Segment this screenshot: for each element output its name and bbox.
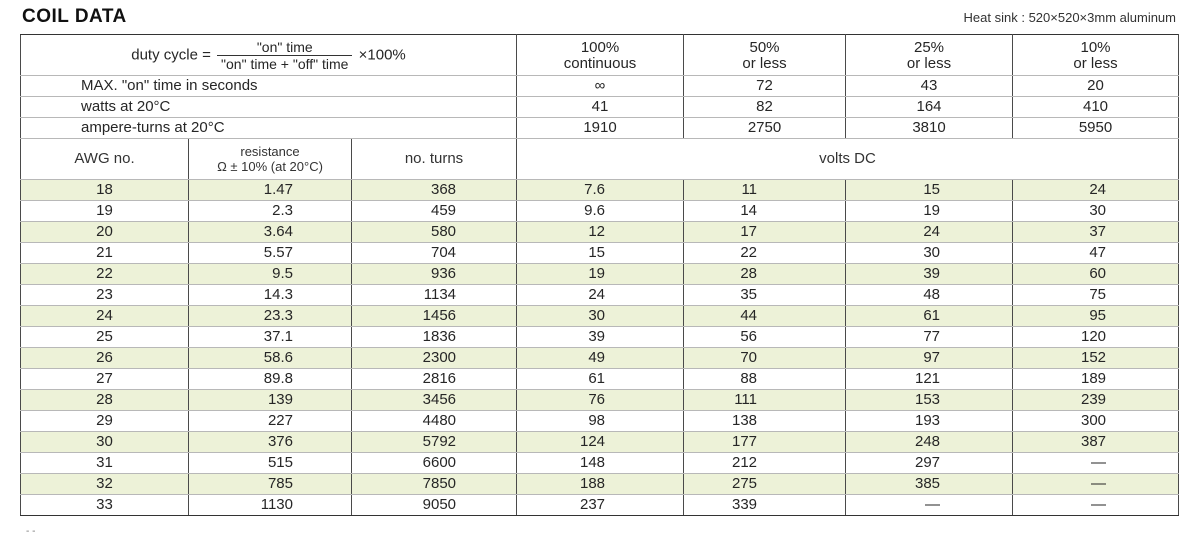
turns-cell: 6600 — [352, 453, 517, 474]
resistance-cell: 139 — [189, 390, 352, 411]
summary-value: 43 — [846, 76, 1013, 97]
table-row — [21, 327, 1179, 348]
duty-cycle-row — [21, 35, 1179, 76]
table-row — [21, 264, 1179, 285]
volts-cell: 61 — [517, 369, 684, 390]
volts-cell: 385 — [846, 474, 1013, 495]
summary-row — [21, 118, 1179, 139]
volts-cell: 9.6 — [517, 201, 684, 222]
volts-cell: 387 — [1013, 432, 1179, 453]
turns-cell: 2816 — [352, 369, 517, 390]
volts-cell: 239 — [1013, 390, 1179, 411]
volts-cell: 22 — [684, 243, 846, 264]
volts-cell: 120 — [1013, 327, 1179, 348]
table-row — [21, 474, 1179, 495]
resistance-cell: 9.5 — [189, 264, 352, 285]
awg-cell: 26 — [21, 348, 189, 369]
volts-cell: 19 — [517, 264, 684, 285]
duty-numerator: "on" time — [217, 39, 352, 56]
summary-value: 72 — [684, 76, 846, 97]
volts-cell: 61 — [846, 306, 1013, 327]
table-row — [21, 285, 1179, 306]
resistance-cell: 515 — [189, 453, 352, 474]
turns-cell: 936 — [352, 264, 517, 285]
coil-data-table — [20, 34, 1179, 516]
summary-label: watts at 20°C — [21, 97, 517, 118]
duty-col-50 — [684, 35, 846, 76]
resistance-cell: 1130 — [189, 495, 352, 516]
summary-value: 20 — [1013, 76, 1179, 97]
awg-cell: 22 — [21, 264, 189, 285]
resistance-cell: 3.64 — [189, 222, 352, 243]
volts-cell: 121 — [846, 369, 1013, 390]
duty-cycle-label: duty cycle = — [131, 45, 211, 63]
volts-cell: 14 — [684, 201, 846, 222]
duty-sub: continuous — [563, 55, 637, 72]
awg-cell: 24 — [21, 306, 189, 327]
summary-value: 2750 — [684, 118, 846, 139]
volts-cell: 76 — [517, 390, 684, 411]
summary-label: ampere-turns at 20°C — [21, 118, 517, 139]
awg-cell: 23 — [21, 285, 189, 306]
volts-header: volts DC — [517, 139, 1179, 180]
duty-col-10 — [1013, 35, 1179, 76]
volts-cell: 24 — [846, 222, 1013, 243]
volts-cell: 148 — [517, 453, 684, 474]
volts-cell: 88 — [684, 369, 846, 390]
volts-cell: 193 — [846, 411, 1013, 432]
page-edge-mark: - - — [26, 526, 36, 537]
turns-cell: 704 — [352, 243, 517, 264]
volts-cell: 56 — [684, 327, 846, 348]
volts-cell: 188 — [517, 474, 684, 495]
table-row — [21, 495, 1179, 516]
volts-cell: 77 — [846, 327, 1013, 348]
volts-cell: 300 — [1013, 411, 1179, 432]
awg-cell: 32 — [21, 474, 189, 495]
resistance-cell: 785 — [189, 474, 352, 495]
table-row — [21, 222, 1179, 243]
turns-cell: 1456 — [352, 306, 517, 327]
turns-cell: 3456 — [352, 390, 517, 411]
volts-cell: 97 — [846, 348, 1013, 369]
volts-cell: 35 — [684, 285, 846, 306]
volts-cell: 19 — [846, 201, 1013, 222]
volts-cell: 39 — [517, 327, 684, 348]
table-row — [21, 243, 1179, 264]
volts-cell: 189 — [1013, 369, 1179, 390]
duty-pct: 25% — [914, 39, 945, 56]
turns-cell: 1134 — [352, 285, 517, 306]
resistance-cell: 1.47 — [189, 180, 352, 201]
summary-value: 164 — [846, 97, 1013, 118]
volts-cell: 275 — [684, 474, 846, 495]
volts-cell: 47 — [1013, 243, 1179, 264]
resistance-cell: 376 — [189, 432, 352, 453]
volts-cell: 95 — [1013, 306, 1179, 327]
volts-cell: 98 — [517, 411, 684, 432]
table-row — [21, 411, 1179, 432]
volts-cell: 152 — [1013, 348, 1179, 369]
table-row — [21, 306, 1179, 327]
volts-cell: 339 — [684, 495, 846, 516]
table-row — [21, 369, 1179, 390]
duty-col-25 — [846, 35, 1013, 76]
duty-cycle-formula — [21, 35, 517, 76]
duty-sub: or less — [742, 55, 787, 72]
resistance-cell: 89.8 — [189, 369, 352, 390]
awg-cell: 27 — [21, 369, 189, 390]
volts-cell: 237 — [517, 495, 684, 516]
table-row — [21, 180, 1179, 201]
volts-cell: 12 — [517, 222, 684, 243]
volts-cell: 49 — [517, 348, 684, 369]
turns-cell: 5792 — [352, 432, 517, 453]
duty-sub: or less — [1073, 55, 1118, 72]
volts-cell: 44 — [684, 306, 846, 327]
awg-cell: 31 — [21, 453, 189, 474]
resistance-cell: 23.3 — [189, 306, 352, 327]
turns-cell: 9050 — [352, 495, 517, 516]
turns-cell: 4480 — [352, 411, 517, 432]
summary-value: 82 — [684, 97, 846, 118]
summary-label: MAX. "on" time in seconds — [21, 76, 517, 97]
awg-cell: 30 — [21, 432, 189, 453]
duty-pct: 10% — [1080, 39, 1111, 56]
table-row — [21, 348, 1179, 369]
resistance-header-line2: Ω ± 10% (at 20°C) — [217, 159, 323, 174]
duty-col-100 — [517, 35, 684, 76]
summary-row — [21, 97, 1179, 118]
page-title: COIL DATA — [22, 6, 127, 27]
awg-cell: 18 — [21, 180, 189, 201]
summary-row — [21, 76, 1179, 97]
turns-cell: 368 — [352, 180, 517, 201]
duty-pct: 100% — [580, 39, 620, 56]
volts-cell: 30 — [517, 306, 684, 327]
turns-cell: 1836 — [352, 327, 517, 348]
volts-cell: 24 — [517, 285, 684, 306]
resistance-cell: 58.6 — [189, 348, 352, 369]
turns-cell: 459 — [352, 201, 517, 222]
volts-cell: 111 — [684, 390, 846, 411]
volts-cell: 153 — [846, 390, 1013, 411]
volts-cell: 30 — [846, 243, 1013, 264]
volts-cell: 24 — [1013, 180, 1179, 201]
summary-value: 41 — [517, 97, 684, 118]
awg-header: AWG no. — [21, 139, 189, 180]
awg-cell: 28 — [21, 390, 189, 411]
turns-cell: 580 — [352, 222, 517, 243]
awg-cell: 20 — [21, 222, 189, 243]
awg-cell: 21 — [21, 243, 189, 264]
summary-value: 3810 — [846, 118, 1013, 139]
resistance-cell: 227 — [189, 411, 352, 432]
duty-multiplier: ×100% — [358, 45, 406, 63]
volts-cell: 30 — [1013, 201, 1179, 222]
duty-denominator: "on" time + "off" time — [221, 55, 349, 72]
volts-cell: 177 — [684, 432, 846, 453]
table-row — [21, 390, 1179, 411]
volts-cell: 17 — [684, 222, 846, 243]
volts-cell: — — [846, 495, 1013, 516]
summary-value: 5950 — [1013, 118, 1179, 139]
resistance-cell: 37.1 — [189, 327, 352, 348]
summary-value: ∞ — [517, 76, 684, 97]
table-row — [21, 432, 1179, 453]
volts-cell: — — [1013, 495, 1179, 516]
volts-cell: 75 — [1013, 285, 1179, 306]
volts-cell: — — [1013, 474, 1179, 495]
volts-cell: 60 — [1013, 264, 1179, 285]
duty-pct: 50% — [749, 39, 780, 56]
volts-cell: 212 — [684, 453, 846, 474]
volts-cell: 28 — [684, 264, 846, 285]
resistance-cell: 2.3 — [189, 201, 352, 222]
volts-cell: 48 — [846, 285, 1013, 306]
volts-cell: 7.6 — [517, 180, 684, 201]
resistance-cell: 14.3 — [189, 285, 352, 306]
duty-sub: or less — [906, 55, 952, 72]
awg-cell: 25 — [21, 327, 189, 348]
volts-cell: 297 — [846, 453, 1013, 474]
awg-cell: 19 — [21, 201, 189, 222]
summary-value: 1910 — [517, 118, 684, 139]
volts-cell: 70 — [684, 348, 846, 369]
table-row — [21, 453, 1179, 474]
volts-cell: — — [1013, 453, 1179, 474]
awg-cell: 29 — [21, 411, 189, 432]
table-row — [21, 201, 1179, 222]
turns-cell: 2300 — [352, 348, 517, 369]
volts-cell: 11 — [684, 180, 846, 201]
awg-cell: 33 — [21, 495, 189, 516]
volts-cell: 15 — [846, 180, 1013, 201]
resistance-header-line1: resistance — [240, 144, 300, 159]
volts-cell: 39 — [846, 264, 1013, 285]
volts-cell: 37 — [1013, 222, 1179, 243]
summary-value: 410 — [1013, 97, 1179, 118]
column-header-row — [21, 139, 1179, 180]
resistance-header — [189, 139, 352, 180]
heat-sink-note: Heat sink : 520×520×3mm aluminum — [963, 10, 1176, 25]
turns-cell: 7850 — [352, 474, 517, 495]
volts-cell: 248 — [846, 432, 1013, 453]
turns-header: no. turns — [352, 139, 517, 180]
volts-cell: 15 — [517, 243, 684, 264]
volts-cell: 124 — [517, 432, 684, 453]
resistance-cell: 5.57 — [189, 243, 352, 264]
volts-cell: 138 — [684, 411, 846, 432]
